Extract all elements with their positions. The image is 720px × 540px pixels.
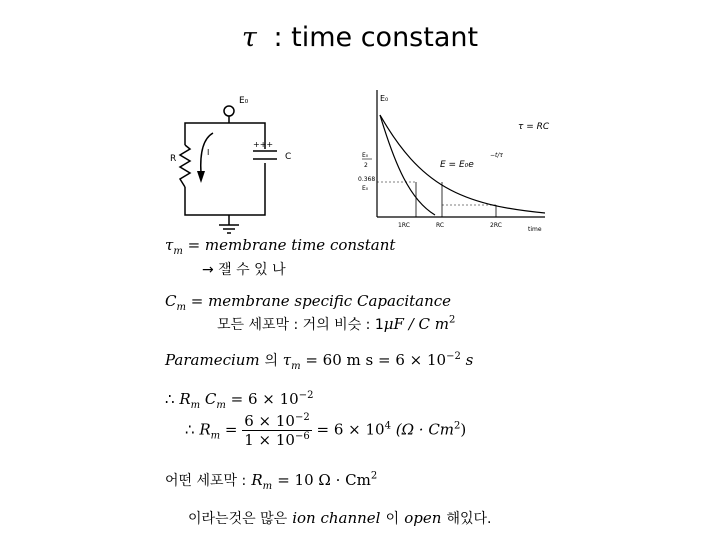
- capacitor-charge: +++: [253, 140, 274, 149]
- source-label: E₀: [239, 96, 249, 106]
- current-label: I: [207, 148, 210, 157]
- rc-decay-graph: [350, 85, 550, 235]
- y-half-num: E₀: [362, 152, 369, 159]
- y-half-den: 2: [364, 162, 368, 169]
- x-label-2rc: 2RC: [490, 222, 502, 229]
- slide-title: [0, 22, 720, 53]
- ion-channel-line: 이라는것은 많은 ion channel 이 open 해있다.: [188, 509, 492, 527]
- y-top-label: E₀: [380, 94, 389, 103]
- rc-circuit-diagram: [165, 85, 305, 235]
- title-tau-symbol: τ: [241, 22, 257, 53]
- y-0368-label: 0.368: [358, 176, 376, 183]
- some-membrane-line: 어떤 세포막 : $R_m = 10$ $\Omega \cdot Cm^2$: [165, 470, 378, 493]
- title-text: : time constant: [264, 22, 479, 53]
- tau-m-line: $\tau_m$ = membrane time constant: [165, 236, 396, 257]
- cm-line: $C_m$ = membrane specific Capacitance: [165, 292, 452, 313]
- source-terminal: [224, 106, 234, 116]
- rm-fraction-line: ∴ $R_m$ = $\frac{6 \times 10^{-2}}{1 \times 10^{-6}}$ = $6 \times 10^4$ $(\Omega \cdot Cm^2)$: [185, 412, 467, 449]
- decay-curve-fast: [380, 115, 435, 215]
- x-label-1rc: 1RC: [398, 222, 410, 229]
- x-label-rc: RC: [436, 222, 445, 229]
- circuit-loop: [185, 123, 265, 215]
- rm-fraction: $\frac{6 \times 10^{-2}}{1 \times 10^{-6}}$: [244, 412, 310, 449]
- decay-exp: −t/τ: [490, 152, 504, 159]
- decay-eq: E = E₀e: [440, 160, 474, 170]
- capacitor-label: C: [285, 152, 292, 162]
- rm-cm-line: ∴ $R_m$ $C_m = 6 \times 10^{-2}$: [165, 390, 314, 411]
- paramecium-line: Paramecium 의 $\tau_m = 60$ m $s = 6 \times 10^{-2}$ s: [165, 351, 474, 372]
- y-0368-sub: E₀: [362, 185, 369, 192]
- cm-note: 모든 세포막 : 거의 비슷 : 1μF / C $m^2$: [217, 314, 456, 333]
- x-axis-label: time: [528, 226, 542, 233]
- tau-m-note: → 잴 수 있 나: [202, 262, 286, 278]
- resistor-label: R: [170, 154, 177, 164]
- cm-def: = membrane specific Capacitance: [190, 292, 452, 310]
- tau-eq: τ = RC: [518, 122, 550, 132]
- tau-m-def: = membrane time constant: [187, 236, 396, 254]
